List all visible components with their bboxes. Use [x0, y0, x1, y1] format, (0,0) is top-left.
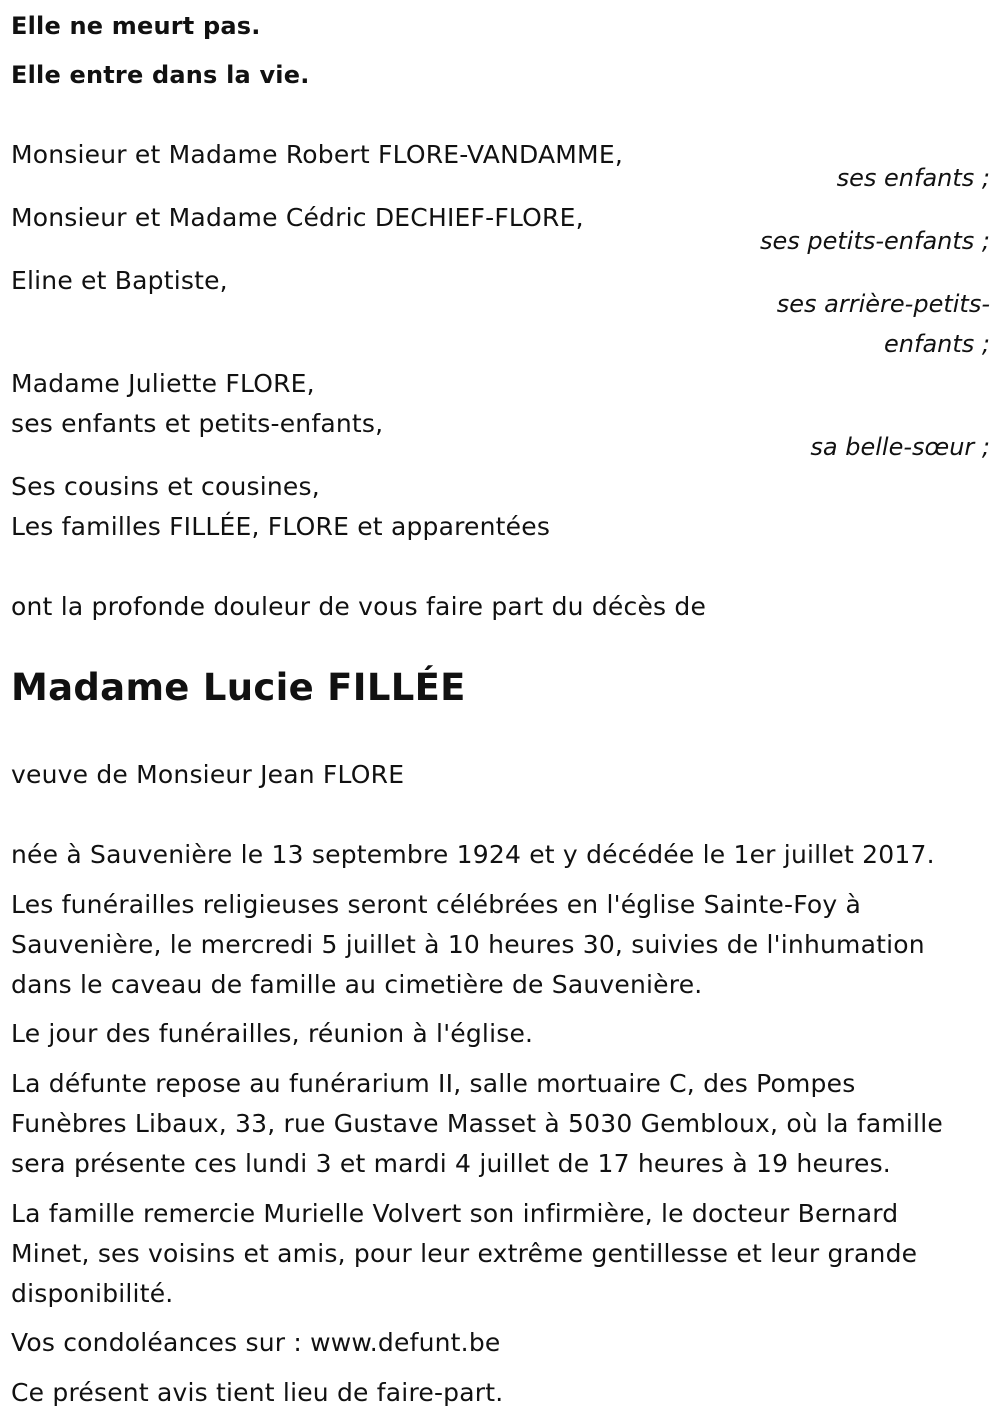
- deceased-name: Madame Lucie FILLÉE: [11, 666, 466, 709]
- funeral-line-2: Sauvenière, le mercredi 5 juillet à 10 heures 30, suivies de l'inhumation: [11, 930, 925, 959]
- family-entry-3-name: Eline et Baptiste,: [11, 266, 228, 295]
- notice-text: Ce présent avis tient lieu de faire-part.: [11, 1378, 504, 1407]
- rest-line-3: sera présente ces lundi 3 et mardi 4 juillet de 17 heures à 19 heures.: [11, 1149, 891, 1178]
- funeral-line-3: dans le caveau de famille au cimetière de Sauvenière.: [11, 970, 703, 999]
- funeral-line-1: Les funérailles religieuses seront célébrées en l'église Sainte-Foy à: [11, 890, 862, 919]
- thanks-line-2: Minet, ses voisins et amis, pour leur extrême gentillesse et leur grande: [11, 1239, 918, 1268]
- rest-line-1: La défunte repose au funérarium II, salle mortuaire C, des Pompes: [11, 1069, 856, 1098]
- epigraph-line-1: Elle ne meurt pas.: [11, 12, 261, 40]
- widow-of-text: veuve de Monsieur Jean FLORE: [11, 760, 405, 789]
- family-entry-3-relation-line-2: enfants ;: [884, 330, 990, 358]
- family-entry-1-relation: ses enfants ;: [836, 164, 990, 192]
- birth-death-text: née à Sauvenière le 13 septembre 1924 et y décédée le 1er juillet 2017.: [11, 840, 935, 869]
- condolences-text: Vos condoléances sur : www.defunt.be: [11, 1328, 501, 1357]
- epigraph-line-2: Elle entre dans la vie.: [11, 61, 310, 89]
- family-entry-5-line-2: Les familles FILLÉE, FLORE et apparentées: [11, 512, 551, 541]
- family-entry-4-name-line-2: ses enfants et petits-enfants,: [11, 409, 384, 438]
- family-entry-3-relation-line-1: ses arrière-petits-: [776, 290, 990, 318]
- thanks-line-3: disponibilité.: [11, 1279, 174, 1308]
- family-entry-4-name-line-1: Madame Juliette FLORE,: [11, 369, 315, 398]
- announcement-text: ont la profonde douleur de vous faire part du décès de: [11, 592, 707, 621]
- thanks-line-1: La famille remercie Murielle Volvert son infirmière, le docteur Bernard: [11, 1199, 899, 1228]
- family-entry-4-relation: sa belle-sœur ;: [810, 433, 990, 461]
- rest-line-2: Funèbres Libaux, 33, rue Gustave Masset à 5030 Gembloux, où la famille: [11, 1109, 943, 1138]
- family-entry-1-name: Monsieur et Madame Robert FLORE-VANDAMME,: [11, 140, 623, 169]
- gathering-text: Le jour des funérailles, réunion à l'église.: [11, 1019, 534, 1048]
- family-entry-2-name: Monsieur et Madame Cédric DECHIEF-FLORE,: [11, 203, 584, 232]
- family-entry-2-relation: ses petits-enfants ;: [759, 227, 990, 255]
- family-entry-5-line-1: Ses cousins et cousines,: [11, 472, 320, 501]
